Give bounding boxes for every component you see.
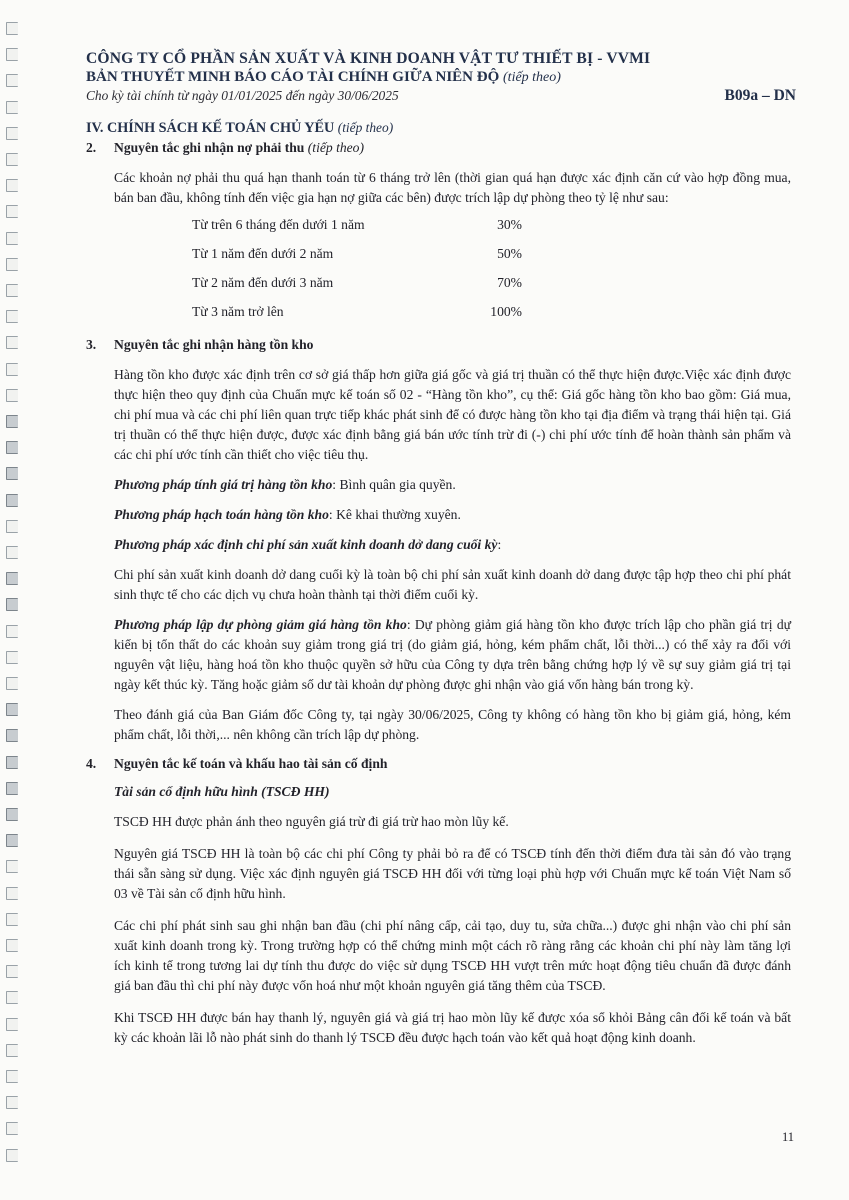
- binder-hole: [6, 153, 18, 166]
- method-colon: :: [497, 537, 502, 552]
- inventory-provision-method: [114, 615, 791, 695]
- method-label: Phương pháp tính giá trị hàng tồn kho: [114, 477, 333, 492]
- document-body: [86, 118, 791, 1048]
- provision-rate: 70%: [497, 274, 522, 290]
- inventory-paragraph: Hàng tồn kho được xác định trên cơ sở giá thấp hơn giữa giá gốc và giá trị thuần có thể thực hiện được.Việc xác định được thực hiện theo quy định của Chuẩn mực kế toán số 02 - “Hàng tồn kho”, cụ thể: Giá gốc hàng tồn kho bao gồm: Giá mua, chi phí mua và các chi phí liên quan trực tiếp khác phát sinh để có được hàng tồn kho tại địa điểm và trạng thái hiện tại. Giá trị thuần có thể thực hiện được, được xác định bằng giá bán ước tính trừ đi (-) chi phí ước tính để hoàn thành sản phẩm và các chi phí ước tính cần thiết cho việc tiêu thụ.: [114, 367, 791, 462]
- binder-hole: [6, 965, 18, 978]
- method-value: : Bình quân gia quyền.: [332, 477, 456, 492]
- binder-hole: [6, 205, 18, 218]
- binder-hole: [6, 415, 18, 428]
- method-label: Phương pháp lập dự phòng giảm giá hàng tồn kho: [114, 617, 407, 632]
- binder-hole: [6, 860, 18, 873]
- binder-hole: [6, 651, 18, 664]
- subsection-number: 3.: [86, 337, 97, 352]
- fixed-asset-paragraph: TSCĐ HH được phản ánh theo nguyên giá trừ đi giá trừ hao mòn lũy kế.: [114, 814, 509, 829]
- provision-rate-row: [192, 210, 522, 239]
- binder-hole: [6, 1122, 18, 1135]
- page-number: 11: [781, 1130, 794, 1144]
- subsection-number: 2.: [86, 140, 97, 155]
- overdue-period: Từ 3 năm trở lên: [192, 303, 284, 319]
- binder-hole: [6, 625, 18, 638]
- binder-hole: [6, 887, 18, 900]
- tangible-assets-subtitle: [114, 782, 791, 802]
- binder-hole: [6, 572, 18, 585]
- binder-hole: [6, 284, 18, 297]
- overdue-period: Từ trên 6 tháng đến dưới 1 năm: [192, 216, 365, 232]
- subsection-4-heading: [86, 754, 791, 774]
- company-name: CÔNG TY CỔ PHẦN SẢN XUẤT VÀ KINH DOANH VẬT TƯ THIẾT BỊ - VVMI: [86, 50, 651, 67]
- binder-hole: [6, 179, 18, 192]
- binder-hole: [6, 598, 18, 611]
- subsection-title: Nguyên tắc ghi nhận hàng tồn kho: [114, 337, 314, 352]
- binder-holes: [6, 22, 28, 1182]
- subtitle-text: Tài sản cố định hữu hình (TSCĐ HH): [114, 784, 330, 799]
- provision-rate: 100%: [490, 303, 522, 319]
- fixed-asset-paragraph: Khi TSCĐ HH được bán hay thanh lý, nguyên giá và giá trị hao mòn lũy kế được xóa sổ khỏi Bảng cân đối kế toán và bất kỳ các khoản lãi lỗ nào phát sinh do thanh lý TSCĐ đều được hạch toán vào kết quả hoạt động kinh doanh.: [114, 1010, 791, 1045]
- binder-hole: [6, 834, 18, 847]
- binder-hole: [6, 389, 18, 402]
- subsection-title: Nguyên tắc kế toán và khấu hao tài sản cố định: [114, 756, 388, 771]
- binder-hole: [6, 74, 18, 87]
- document-header: [86, 50, 796, 105]
- binder-hole: [6, 782, 18, 795]
- report-title-continued: (tiếp theo): [503, 70, 561, 85]
- binder-hole: [6, 127, 18, 140]
- form-code: B09a – DN: [724, 87, 796, 104]
- period-row: [86, 87, 796, 105]
- binder-hole: [6, 756, 18, 769]
- binder-hole: [6, 1149, 18, 1162]
- binder-hole: [6, 310, 18, 323]
- binder-hole: [6, 677, 18, 690]
- binder-hole: [6, 729, 18, 742]
- management-assessment: Theo đánh giá của Ban Giám đốc Công ty, tại ngày 30/06/2025, Công ty không có hàng tồn kho bị giảm giá, hỏng, kém phẩm chất, lỗi thời,... nên không cần trích lập dự phòng.: [114, 707, 791, 742]
- reporting-period: Cho kỳ tài chính từ ngày 01/01/2025 đến ngày 30/06/2025: [86, 88, 399, 103]
- method-text: : Dự phòng giảm giá hàng tồn kho được trích lập cho phần giá trị dự kiến bị tổn thất do các khoản suy giảm trong giá trị (do giảm giá, hỏng, kém phẩm chất, lỗi thời...) có thể xảy ra đối với nguyên vật liệu, hàng hoá tồn kho thuộc quyền sở hữu của Công ty dựa trên bằng chứng hợp lý về sự suy giảm giá trị tại ngày kết thúc kỳ. Tăng hoặc giảm số dư tài khoản dự phòng được ghi nhận vào giá vốn hàng bán trong kỳ.: [114, 617, 791, 692]
- method-label: Phương pháp xác định chi phí sản xuất kinh doanh dở dang cuối kỳ: [114, 537, 498, 552]
- inventory-pricing-method: [114, 475, 791, 495]
- binder-hole: [6, 939, 18, 952]
- receivables-intro: Các khoản nợ phải thu quá hạn thanh toán từ 6 tháng trở lên (thời gian quá hạn được xác định căn cứ vào hợp đồng mua, bán ban đầu, không tính đến việc gia hạn nợ giữa các bên) được trích lập dự phòng theo tỷ lệ như sau:: [114, 170, 791, 205]
- binder-hole: [6, 101, 18, 114]
- method-value: : Kê khai thường xuyên.: [328, 507, 461, 522]
- section-heading-continued: (tiếp theo): [337, 120, 394, 135]
- binder-hole: [6, 258, 18, 271]
- binder-hole: [6, 22, 18, 35]
- subsection-title-continued: (tiếp theo): [307, 140, 365, 155]
- binder-hole: [6, 991, 18, 1004]
- overdue-period: Từ 2 năm đến dưới 3 năm: [192, 274, 334, 290]
- binder-hole: [6, 808, 18, 821]
- binder-hole: [6, 913, 18, 926]
- inventory-accounting-method: [114, 505, 791, 525]
- binder-hole: [6, 1018, 18, 1031]
- provision-rate-row: [192, 239, 522, 268]
- binder-hole: [6, 336, 18, 349]
- binder-hole: [6, 494, 18, 507]
- method-label: Phương pháp hạch toán hàng tồn kho: [114, 507, 329, 522]
- subsection-3-heading: [86, 335, 791, 355]
- binder-hole: [6, 703, 18, 716]
- provision-rate-table: [192, 210, 522, 326]
- report-title: [86, 68, 796, 87]
- fixed-asset-paragraph: Nguyên giá TSCĐ HH là toàn bộ các chi phí Công ty phải bỏ ra để có TSCĐ tính đến thời điểm đưa tài sản đó vào trạng thái sẵn sàng sử dụng. Việc xác định nguyên giá TSCĐ HH đối với từng loại phù hợp với Chuẩn mực kế toán Việt Nam số 03 về Tài sản cố định hữu hình.: [114, 846, 791, 901]
- binder-hole: [6, 1070, 18, 1083]
- binder-hole: [6, 232, 18, 245]
- fixed-asset-paragraph: Các chi phí phát sinh sau ghi nhận ban đầu (chi phí nâng cấp, cải tạo, duy tu, sửa chữa...) được ghi nhận vào chi phí sản xuất kinh doanh trong kỳ. Trong trường hợp có thể chứng minh một cách rõ ràng rằng các khoản chi phí này làm tăng lợi ích kinh tế trong tương lai dự tính thu được do việc sử dụng TSCĐ HH vượt trên mức hoạt động tiêu chuẩn đã được đánh giá ban đầu thì chi phí này được vốn hoá như một khoản nguyên giá tăng thêm của TSCĐ.: [114, 918, 791, 993]
- subsection-2-heading: [86, 138, 791, 158]
- provision-rate: 50%: [497, 245, 522, 261]
- binder-hole: [6, 441, 18, 454]
- binder-hole: [6, 48, 18, 61]
- report-title-text: BẢN THUYẾT MINH BÁO CÁO TÀI CHÍNH GIỮA NIÊN ĐỘ: [86, 69, 500, 85]
- section-heading-iv: [86, 118, 791, 138]
- provision-rate-row: [192, 297, 522, 326]
- binder-hole: [6, 546, 18, 559]
- binder-hole: [6, 1044, 18, 1057]
- overdue-period: Từ 1 năm đến dưới 2 năm: [192, 245, 334, 261]
- wip-paragraph: Chi phí sản xuất kinh doanh dở dang cuối kỳ là toàn bộ chi phí sản xuất kinh doanh dở dang được tập hợp theo chi phí phát sinh thực tế cho các dịch vụ chưa hoàn thành tại thời điểm cuối kỳ.: [114, 567, 791, 602]
- provision-rate: 30%: [497, 216, 522, 232]
- subsection-title: Nguyên tắc ghi nhận nợ phải thu: [114, 140, 305, 155]
- provision-rate-row: [192, 268, 522, 297]
- binder-hole: [6, 363, 18, 376]
- section-heading-text: IV. CHÍNH SÁCH KẾ TOÁN CHỦ YẾU: [86, 120, 335, 136]
- subsection-number: 4.: [86, 756, 97, 771]
- binder-hole: [6, 467, 18, 480]
- wip-method-heading: [114, 535, 791, 555]
- binder-hole: [6, 1096, 18, 1109]
- binder-hole: [6, 520, 18, 533]
